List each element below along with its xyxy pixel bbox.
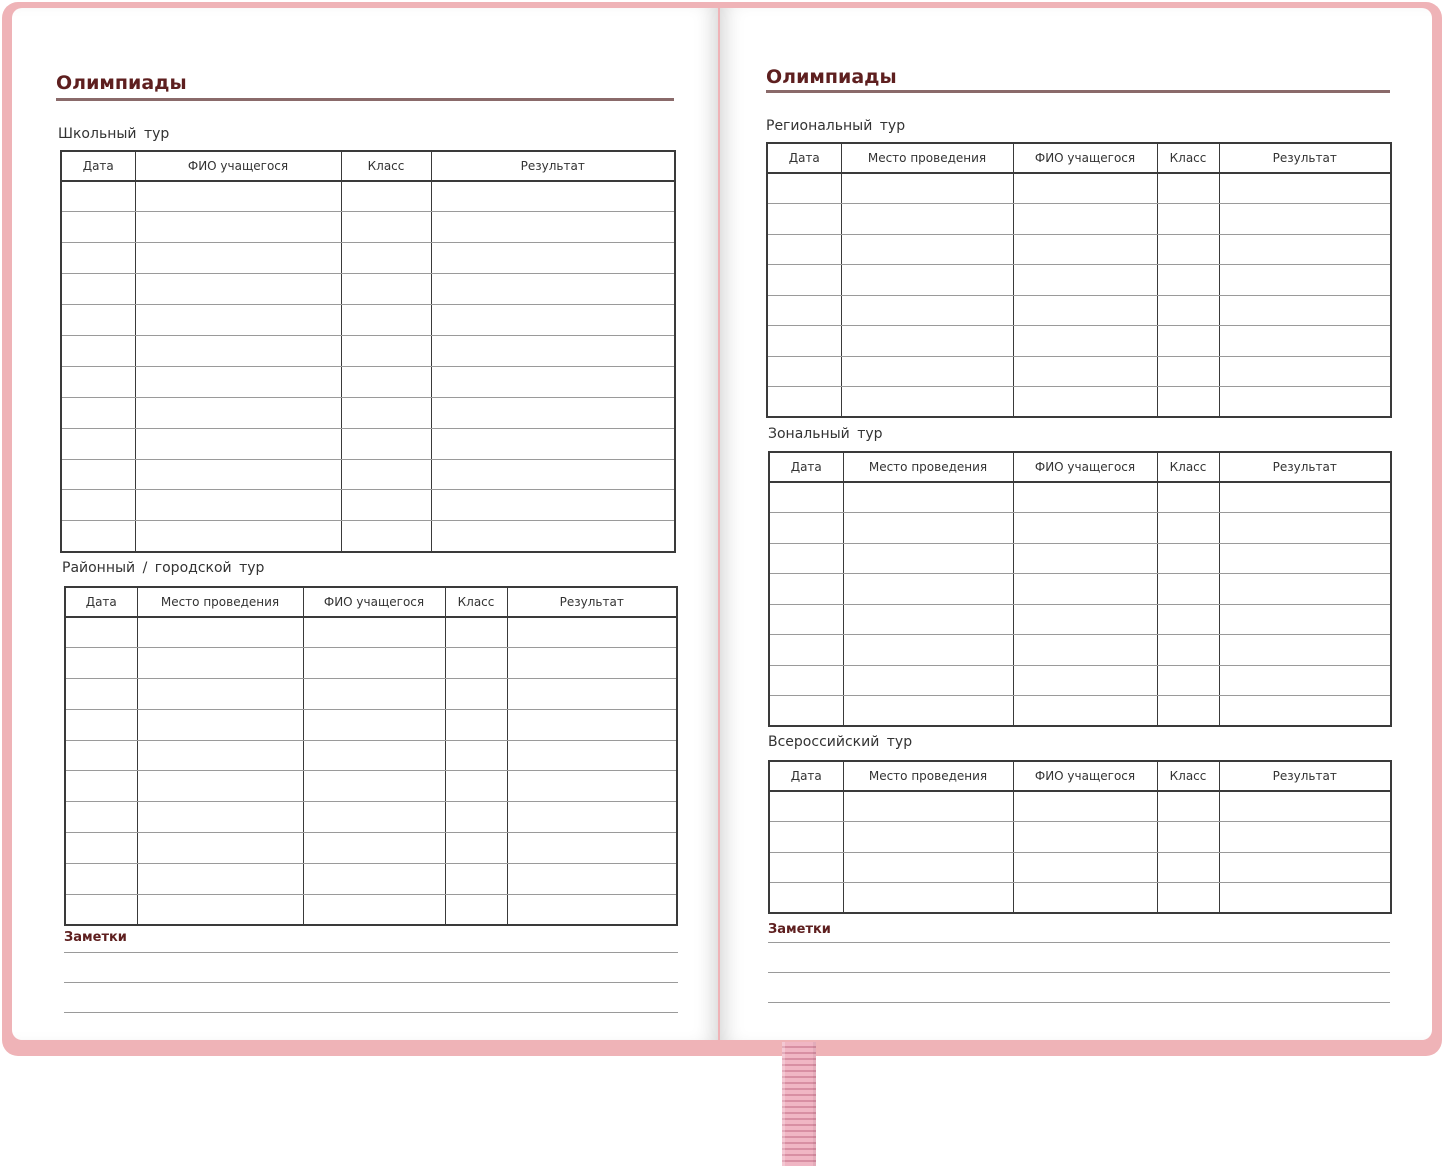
table-cell[interactable] — [843, 543, 1013, 574]
table-cell[interactable] — [135, 212, 341, 243]
table-header-row — [65, 587, 677, 617]
column-header: Место проведения — [843, 761, 1013, 791]
table-cell[interactable] — [341, 335, 431, 366]
table-header-row — [769, 452, 1391, 482]
table-cell[interactable] — [1219, 173, 1391, 204]
table-cell[interactable] — [1157, 604, 1219, 635]
table-cell[interactable] — [769, 791, 843, 822]
table-cell[interactable] — [135, 305, 341, 336]
column-header: Класс — [1157, 143, 1219, 173]
table-row — [65, 648, 677, 679]
table-cell[interactable] — [341, 521, 431, 552]
table-cell[interactable] — [137, 894, 303, 925]
title-rule — [766, 90, 1390, 93]
table-cell[interactable] — [65, 894, 137, 925]
table-cell[interactable] — [767, 387, 841, 418]
table-cell[interactable] — [769, 635, 843, 666]
table-cell[interactable] — [767, 356, 841, 387]
table-cell[interactable] — [303, 894, 445, 925]
table-cell[interactable] — [1013, 822, 1157, 853]
note-line — [768, 972, 1390, 973]
table-header-row — [769, 761, 1391, 791]
notes-label: Заметки — [64, 930, 127, 945]
table-row — [65, 771, 677, 802]
table-cell[interactable] — [1013, 883, 1157, 914]
column-header: Результат — [1219, 452, 1391, 482]
table-cell[interactable] — [135, 335, 341, 366]
right-page — [720, 8, 1432, 1040]
column-header: Класс — [341, 151, 431, 181]
table-cell[interactable] — [341, 366, 431, 397]
column-header: ФИО учащегося — [1013, 143, 1157, 173]
table-row — [769, 791, 1391, 822]
column-header: ФИО учащегося — [1013, 452, 1157, 482]
table-cell[interactable] — [303, 771, 445, 802]
table-row — [65, 802, 677, 833]
table-cell[interactable] — [1157, 791, 1219, 822]
title-rule — [56, 98, 674, 101]
national-tour-table — [768, 760, 1392, 914]
table-cell[interactable] — [1219, 791, 1391, 822]
table-row — [61, 490, 675, 521]
table-cell[interactable] — [843, 513, 1013, 544]
table-cell[interactable] — [769, 574, 843, 605]
table-cell[interactable] — [135, 243, 341, 274]
table-cell[interactable] — [1157, 295, 1219, 326]
table-cell[interactable] — [341, 459, 431, 490]
table-cell[interactable] — [1219, 883, 1391, 914]
table-cell[interactable] — [61, 274, 135, 305]
table-cell[interactable] — [843, 852, 1013, 883]
table-cell[interactable] — [1013, 265, 1157, 296]
table-row — [61, 181, 675, 212]
table-cell[interactable] — [303, 679, 445, 710]
table-row — [65, 863, 677, 894]
column-header: Класс — [1157, 452, 1219, 482]
table-row — [769, 852, 1391, 883]
table-cell[interactable] — [61, 521, 135, 552]
table-cell[interactable] — [61, 305, 135, 336]
table-cell[interactable] — [431, 490, 675, 521]
table-cell[interactable] — [341, 305, 431, 336]
section-label-zonal: Зональный тур — [768, 426, 883, 442]
table-row — [767, 234, 1391, 265]
table-cell[interactable] — [767, 173, 841, 204]
table-cell[interactable] — [841, 234, 1013, 265]
table-cell[interactable] — [1013, 295, 1157, 326]
table-cell[interactable] — [769, 852, 843, 883]
table-cell[interactable] — [61, 366, 135, 397]
table-cell[interactable] — [1013, 635, 1157, 666]
table-cell[interactable] — [445, 894, 507, 925]
table-row — [767, 204, 1391, 235]
table-cell[interactable] — [1157, 513, 1219, 544]
table-cell[interactable] — [303, 648, 445, 679]
table-cell[interactable] — [445, 802, 507, 833]
table-cell[interactable] — [843, 665, 1013, 696]
table-cell[interactable] — [1157, 204, 1219, 235]
table-cell[interactable] — [841, 387, 1013, 418]
table-cell[interactable] — [431, 305, 675, 336]
table-cell[interactable] — [1219, 387, 1391, 418]
table-cell[interactable] — [137, 802, 303, 833]
table-cell[interactable] — [1013, 604, 1157, 635]
table-cell[interactable] — [1157, 173, 1219, 204]
table-row — [769, 513, 1391, 544]
table-row — [767, 387, 1391, 418]
table-cell[interactable] — [767, 265, 841, 296]
table-cell[interactable] — [843, 604, 1013, 635]
table-cell[interactable] — [1219, 822, 1391, 853]
table-cell[interactable] — [1013, 387, 1157, 418]
table-cell[interactable] — [843, 791, 1013, 822]
table-cell[interactable] — [1157, 326, 1219, 357]
table-cell[interactable] — [769, 665, 843, 696]
table-cell[interactable] — [1219, 295, 1391, 326]
table-row — [61, 397, 675, 428]
table-row — [767, 173, 1391, 204]
table-cell[interactable] — [507, 771, 677, 802]
table-row — [65, 833, 677, 864]
table-row — [769, 883, 1391, 914]
table-cell[interactable] — [767, 326, 841, 357]
table-cell[interactable] — [1013, 574, 1157, 605]
column-header: Дата — [65, 587, 137, 617]
table-cell[interactable] — [61, 243, 135, 274]
table-cell[interactable] — [1219, 234, 1391, 265]
table-cell[interactable] — [445, 679, 507, 710]
table-cell[interactable] — [1157, 482, 1219, 513]
table-cell[interactable] — [1157, 822, 1219, 853]
table-cell[interactable] — [341, 428, 431, 459]
section-label-district: Районный / городской тур — [62, 560, 265, 576]
table-cell[interactable] — [431, 521, 675, 552]
table-cell[interactable] — [65, 679, 137, 710]
section-label-national: Всероссийский тур — [768, 734, 913, 750]
table-cell[interactable] — [1157, 574, 1219, 605]
column-header: Результат — [1219, 143, 1391, 173]
table-cell[interactable] — [843, 574, 1013, 605]
table-row — [769, 574, 1391, 605]
note-line — [64, 952, 678, 953]
table-cell[interactable] — [445, 648, 507, 679]
table-cell[interactable] — [1219, 204, 1391, 235]
table-cell[interactable] — [1013, 513, 1157, 544]
table-row — [769, 822, 1391, 853]
table-cell[interactable] — [1157, 387, 1219, 418]
table-cell[interactable] — [1013, 482, 1157, 513]
table-cell[interactable] — [841, 173, 1013, 204]
table-cell[interactable] — [135, 181, 341, 212]
table-cell[interactable] — [135, 459, 341, 490]
table-cell[interactable] — [1013, 791, 1157, 822]
column-header: ФИО учащегося — [135, 151, 341, 181]
column-header: Класс — [1157, 761, 1219, 791]
table-cell[interactable] — [507, 802, 677, 833]
column-header: ФИО учащегося — [1013, 761, 1157, 791]
table-cell[interactable] — [1219, 513, 1391, 544]
table-cell[interactable] — [65, 771, 137, 802]
table-cell[interactable] — [1157, 665, 1219, 696]
table-cell[interactable] — [303, 802, 445, 833]
table-cell[interactable] — [767, 204, 841, 235]
table-cell[interactable] — [303, 740, 445, 771]
table-row — [769, 635, 1391, 666]
table-cell[interactable] — [1013, 852, 1157, 883]
table-cell[interactable] — [507, 863, 677, 894]
table-cell[interactable] — [445, 833, 507, 864]
note-line — [64, 1012, 678, 1013]
table-cell[interactable] — [1219, 326, 1391, 357]
column-header: Место проведения — [137, 587, 303, 617]
table-row — [65, 617, 677, 648]
table-cell[interactable] — [507, 894, 677, 925]
table-cell[interactable] — [61, 335, 135, 366]
table-cell[interactable] — [1013, 665, 1157, 696]
school-tour-table — [60, 150, 676, 553]
table-cell[interactable] — [431, 459, 675, 490]
column-header: Дата — [767, 143, 841, 173]
table-row — [769, 604, 1391, 635]
table-cell[interactable] — [1013, 234, 1157, 265]
table-cell[interactable] — [137, 709, 303, 740]
column-header: Результат — [507, 587, 677, 617]
page-title: Олимпиады — [766, 66, 897, 88]
table-cell[interactable] — [431, 243, 675, 274]
table-cell[interactable] — [431, 428, 675, 459]
table-cell[interactable] — [135, 428, 341, 459]
table-cell[interactable] — [431, 274, 675, 305]
table-cell[interactable] — [135, 274, 341, 305]
table-cell[interactable] — [1157, 635, 1219, 666]
section-label-school: Школьный тур — [58, 126, 170, 142]
table-cell[interactable] — [841, 356, 1013, 387]
table-cell[interactable] — [341, 490, 431, 521]
table-cell[interactable] — [1219, 635, 1391, 666]
table-cell[interactable] — [769, 696, 843, 727]
table-row — [769, 543, 1391, 574]
column-header: Результат — [1219, 761, 1391, 791]
table-cell[interactable] — [843, 696, 1013, 727]
table-cell[interactable] — [507, 617, 677, 648]
table-cell[interactable] — [137, 617, 303, 648]
table-cell[interactable] — [341, 397, 431, 428]
table-cell[interactable] — [1013, 326, 1157, 357]
table-cell[interactable] — [341, 181, 431, 212]
page-title: Олимпиады — [56, 72, 187, 94]
table-row — [767, 326, 1391, 357]
table-cell[interactable] — [137, 740, 303, 771]
table-cell[interactable] — [1013, 696, 1157, 727]
column-header: Дата — [769, 761, 843, 791]
table-cell[interactable] — [65, 648, 137, 679]
table-cell[interactable] — [1219, 852, 1391, 883]
table-header-row — [61, 151, 675, 181]
note-line — [64, 982, 678, 983]
column-header: Дата — [769, 452, 843, 482]
table-row — [767, 295, 1391, 326]
table-cell[interactable] — [137, 833, 303, 864]
table-cell[interactable] — [137, 679, 303, 710]
table-cell[interactable] — [1157, 356, 1219, 387]
table-row — [769, 482, 1391, 513]
table-cell[interactable] — [769, 822, 843, 853]
table-cell[interactable] — [61, 490, 135, 521]
table-cell[interactable] — [1157, 234, 1219, 265]
regional-tour-table — [766, 142, 1392, 418]
notes-label: Заметки — [768, 922, 831, 937]
table-cell[interactable] — [65, 833, 137, 864]
table-cell[interactable] — [507, 740, 677, 771]
note-line — [768, 1002, 1390, 1003]
table-header-row — [767, 143, 1391, 173]
table-cell[interactable] — [135, 521, 341, 552]
table-cell[interactable] — [1219, 543, 1391, 574]
table-cell[interactable] — [65, 709, 137, 740]
table-row — [767, 356, 1391, 387]
table-cell[interactable] — [303, 617, 445, 648]
table-cell[interactable] — [1157, 543, 1219, 574]
column-header: Результат — [431, 151, 675, 181]
table-cell[interactable] — [341, 212, 431, 243]
table-row — [769, 696, 1391, 727]
column-header: Место проведения — [841, 143, 1013, 173]
column-header: Класс — [445, 587, 507, 617]
table-cell[interactable] — [841, 326, 1013, 357]
table-cell[interactable] — [137, 771, 303, 802]
zonal-tour-table — [768, 451, 1392, 727]
table-cell[interactable] — [341, 243, 431, 274]
table-cell[interactable] — [507, 648, 677, 679]
table-cell[interactable] — [137, 863, 303, 894]
table-cell[interactable] — [1013, 543, 1157, 574]
table-row — [61, 335, 675, 366]
table-cell[interactable] — [1157, 883, 1219, 914]
table-cell[interactable] — [1219, 356, 1391, 387]
table-cell[interactable] — [445, 863, 507, 894]
bookmark-ribbon — [782, 1042, 816, 1166]
table-cell[interactable] — [1013, 173, 1157, 204]
column-header: Место проведения — [843, 452, 1013, 482]
table-row — [61, 212, 675, 243]
table-cell[interactable] — [769, 543, 843, 574]
table-row — [65, 709, 677, 740]
table-cell[interactable] — [841, 265, 1013, 296]
table-row — [61, 459, 675, 490]
table-cell[interactable] — [445, 740, 507, 771]
table-cell[interactable] — [767, 234, 841, 265]
table-cell[interactable] — [431, 335, 675, 366]
table-cell[interactable] — [61, 181, 135, 212]
table-cell[interactable] — [431, 366, 675, 397]
table-cell[interactable] — [843, 635, 1013, 666]
column-header: ФИО учащегося — [303, 587, 445, 617]
table-cell[interactable] — [303, 833, 445, 864]
table-cell[interactable] — [841, 295, 1013, 326]
table-cell[interactable] — [1219, 696, 1391, 727]
table-row — [65, 740, 677, 771]
table-row — [769, 665, 1391, 696]
table-cell[interactable] — [135, 490, 341, 521]
table-cell[interactable] — [431, 181, 675, 212]
table-cell[interactable] — [1157, 265, 1219, 296]
table-row — [61, 428, 675, 459]
table-cell[interactable] — [303, 709, 445, 740]
table-cell[interactable] — [1219, 665, 1391, 696]
table-cell[interactable] — [65, 617, 137, 648]
table-cell[interactable] — [61, 428, 135, 459]
table-cell[interactable] — [507, 679, 677, 710]
table-row — [65, 894, 677, 925]
table-cell[interactable] — [65, 740, 137, 771]
table-cell[interactable] — [769, 513, 843, 544]
table-cell[interactable] — [445, 617, 507, 648]
table-cell[interactable] — [431, 397, 675, 428]
table-row — [61, 366, 675, 397]
table-cell[interactable] — [843, 822, 1013, 853]
table-cell[interactable] — [1219, 265, 1391, 296]
table-row — [61, 274, 675, 305]
table-cell[interactable] — [767, 295, 841, 326]
table-cell[interactable] — [61, 212, 135, 243]
table-cell[interactable] — [507, 709, 677, 740]
table-cell[interactable] — [841, 204, 1013, 235]
table-cell[interactable] — [61, 397, 135, 428]
table-cell[interactable] — [843, 883, 1013, 914]
table-cell[interactable] — [769, 482, 843, 513]
table-row — [61, 305, 675, 336]
table-cell[interactable] — [769, 883, 843, 914]
table-cell[interactable] — [135, 397, 341, 428]
note-line — [768, 942, 1390, 943]
table-cell[interactable] — [137, 648, 303, 679]
table-cell[interactable] — [769, 604, 843, 635]
left-page — [12, 8, 718, 1040]
table-cell[interactable] — [1157, 852, 1219, 883]
table-row — [767, 265, 1391, 296]
table-cell[interactable] — [1219, 604, 1391, 635]
table-cell[interactable] — [1013, 356, 1157, 387]
table-cell[interactable] — [65, 802, 137, 833]
table-cell[interactable] — [341, 274, 431, 305]
table-cell[interactable] — [135, 366, 341, 397]
table-cell[interactable] — [1219, 574, 1391, 605]
table-cell[interactable] — [61, 459, 135, 490]
table-cell[interactable] — [431, 212, 675, 243]
table-cell[interactable] — [445, 709, 507, 740]
table-cell[interactable] — [1013, 204, 1157, 235]
table-cell[interactable] — [65, 863, 137, 894]
district-tour-table — [64, 586, 678, 926]
table-cell[interactable] — [507, 833, 677, 864]
table-cell[interactable] — [1157, 696, 1219, 727]
table-row — [65, 679, 677, 710]
table-row — [61, 521, 675, 552]
table-cell[interactable] — [303, 863, 445, 894]
table-cell[interactable] — [843, 482, 1013, 513]
table-cell[interactable] — [1219, 482, 1391, 513]
table-cell[interactable] — [445, 771, 507, 802]
section-label-regional: Региональный тур — [766, 118, 906, 134]
table-row — [61, 243, 675, 274]
column-header: Дата — [61, 151, 135, 181]
